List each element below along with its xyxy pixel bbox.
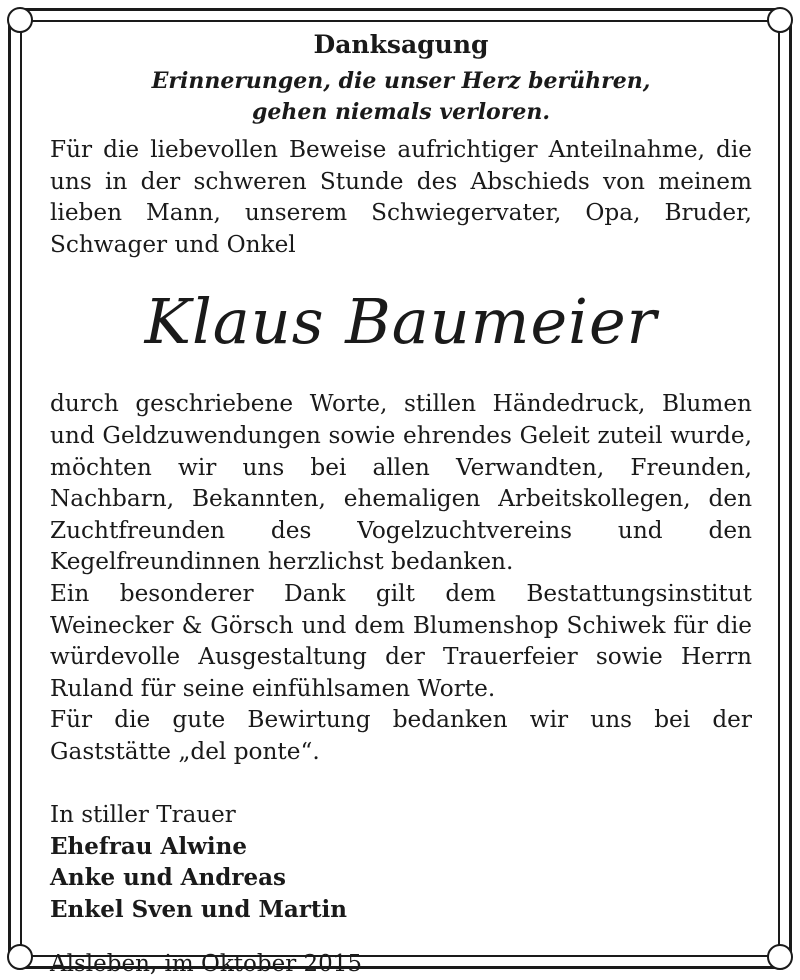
corner-ornament-top-left (7, 7, 33, 33)
mourner-name: Anke und Andreas (50, 864, 286, 892)
signoff (50, 800, 752, 926)
deceased-name: Klaus Baumeier (144, 285, 658, 359)
motto-line-1: Erinnerungen, die unser Herz berühren, (151, 68, 651, 94)
mourner-name: Enkel Sven und Martin (50, 895, 348, 923)
corner-ornament-bottom-left (7, 944, 33, 970)
corner-ornament-top-right (767, 7, 793, 33)
body-paragraph: durch geschriebene Worte, stillen Händedruck, Blumen und Geldzuwendungen sowie ehrendes Geleit zuteil wurde, möchten wir uns bei allen Verwandten, Freunden, Nachbarn, Bekannten, ehemaligen Arbeitskollegen, den Zuchtfreunden des Vogelzuchtvereins und den Kegelfreundinnen herzlichst bedanken. (50, 390, 752, 576)
motto-line-2: gehen niemals verloren. (252, 99, 550, 125)
motto (50, 66, 752, 128)
catering-thanks-paragraph: Für die gute Bewirtung bedanken wir uns bei der Gaststätte „del ponte“. (50, 706, 752, 765)
corner-ornament-bottom-right (767, 944, 793, 970)
notice-content (50, 28, 752, 980)
notice-heading: Danksagung (313, 30, 489, 59)
intro-paragraph: Für die liebevollen Beweise aufrichtiger Anteilnahme, die uns in der schweren Stunde des Abschieds von meinem lieben Mann, unserem Schwiegervater, Opa, Bruder, Schwager und Onkel (50, 136, 752, 258)
signoff-intro: In stiller Trauer (50, 801, 236, 828)
mourner-name: Ehefrau Alwine (50, 832, 248, 860)
special-thanks-paragraph: Ein besonderer Dank gilt dem Bestattungsinstitut Weinecker & Görsch und dem Blumenshop Schiwek für die würdevolle Ausgestaltung der Trauerfeier sowie Herrn Ruland für seine einfühlsamen Worte. (50, 579, 752, 702)
place-and-date: Alsleben, im Oktober 2015 (50, 951, 363, 978)
